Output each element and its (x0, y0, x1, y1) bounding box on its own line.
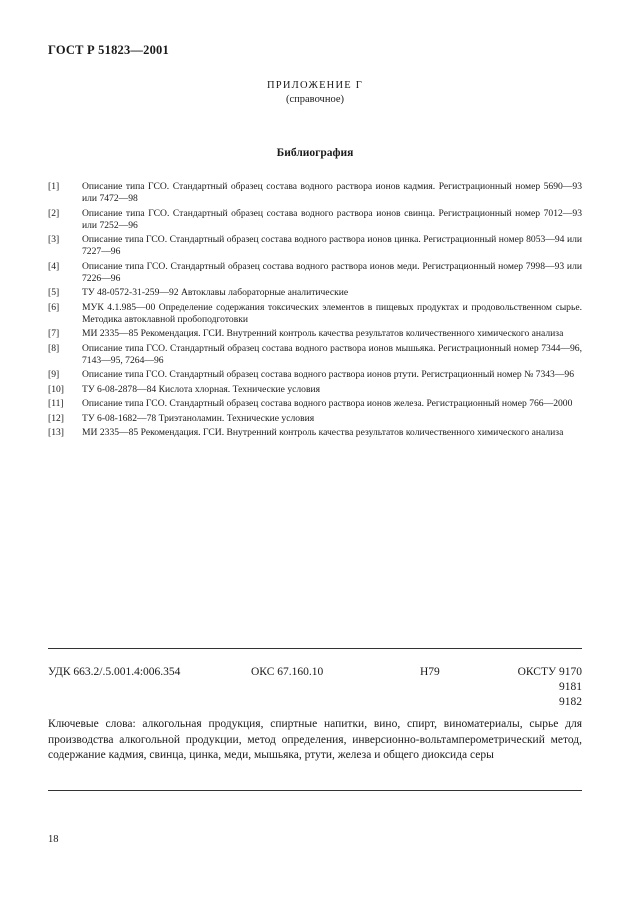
reference-text: Описание типа ГСО. Стандартный образец состава водного раствора ионов мышьяка. Регистрационный номер 7344—96, 7143—95, 7264—96 (82, 342, 582, 366)
reference-number: [3] (48, 234, 60, 245)
reference-text: Описание типа ГСО. Стандартный образец состава водного раствора ионов железа. Регистрационный номер 766—2000 (82, 398, 573, 409)
reference-text: ТУ 6-08-2878—84 Кислота хлорная. Технические условия (82, 383, 321, 395)
reference-item (48, 181, 582, 205)
reference-list (48, 181, 582, 442)
divider-top (48, 648, 582, 649)
reference-item (48, 413, 582, 425)
reference-number: [9] (48, 369, 60, 380)
reference-item (48, 384, 582, 396)
divider-bottom (48, 790, 582, 791)
appendix-title: ПРИЛОЖЕНИЕ Г (267, 80, 363, 91)
reference-number: [2] (48, 207, 60, 219)
reference-text: Описание типа ГСО. Стандартный образец состава водного раствора ионов меди. Регистрационный номер 7998—93 или 7226—96 (82, 260, 582, 284)
reference-item (48, 287, 582, 299)
reference-number: [5] (48, 287, 60, 298)
document-header: ГОСТ Р 51823—2001 (48, 43, 169, 57)
reference-item (48, 261, 582, 285)
reference-number: [12] (48, 412, 64, 424)
reference-number: [13] (48, 427, 64, 438)
reference-text: МИ 2335—85 Рекомендация. ГСИ. Внутренний контроль качества результатов количественного химического анализа (82, 427, 564, 438)
okstu-code-extra: 9181 (559, 681, 582, 693)
keywords-paragraph: Ключевые слова: алкогольная продукция, спиртные напитки, вино, спирт, виноматериалы, сырье для производства алкогольной продукции, метод определения, инверсионно-вольтамперометрический метод, содержание кадмия, свинца, цинка, меди, мышьяка, ртути, железа и общего диоксида серы (48, 718, 582, 761)
reference-text: Описание типа ГСО. Стандартный образец состава водного раствора ионов свинца. Регистрационный номер 7012—93 или 7252—96 (82, 207, 582, 231)
reference-number: [11] (48, 398, 64, 409)
reference-item (48, 234, 582, 258)
appendix-subtitle: (справочное) (286, 94, 344, 105)
reference-text: Описание типа ГСО. Стандартный образец состава водного раствора ионов цинка. Регистрационный номер 8053—94 или 7227—96 (82, 234, 582, 257)
reference-text: Описание типа ГСО. Стандартный образец состава водного раствора ионов кадмия. Регистрационный номер 5690—93 или 7472—98 (82, 181, 582, 204)
group-code: Н79 (420, 666, 440, 678)
reference-number: [10] (48, 383, 64, 395)
page-number: 18 (48, 834, 59, 845)
reference-text: МИ 2335—85 Рекомендация. ГСИ. Внутренний контроль качества результатов количественного химического анализа (82, 328, 564, 339)
reference-text: Описание типа ГСО. Стандартный образец состава водного раствора ионов ртути. Регистрационный номер № 7343—96 (82, 369, 575, 380)
bibliography-heading: Библиография (276, 147, 354, 159)
okstu-code: ОКСТУ 9170 (517, 666, 582, 678)
okstu-code-extra: 9182 (559, 696, 582, 708)
udk-code: УДК 663.2/.5.001.4:006.354 (48, 666, 181, 678)
reference-item (48, 343, 582, 367)
reference-number: [8] (48, 342, 60, 354)
reference-number: [1] (48, 181, 60, 192)
reference-text: ТУ 6-08-1682—78 Триэтаноламин. Технические условия (82, 412, 315, 424)
reference-item (48, 208, 582, 232)
reference-number: [4] (48, 260, 60, 272)
oks-code: ОКС 67.160.10 (251, 666, 324, 678)
reference-number: [7] (48, 328, 60, 339)
reference-text: МУК 4.1.985—00 Определение содержания токсических элементов в пищевых продуктах и продовольственном сырье. Методика автоклавной пробоподготовки (82, 301, 582, 325)
reference-item (48, 302, 582, 326)
reference-number: [6] (48, 301, 60, 313)
reference-item (48, 398, 582, 410)
reference-item (48, 328, 582, 340)
reference-text: ТУ 48-0572-31-259—92 Автоклавы лабораторные аналитические (82, 287, 349, 298)
reference-item (48, 369, 582, 381)
reference-item (48, 427, 582, 439)
